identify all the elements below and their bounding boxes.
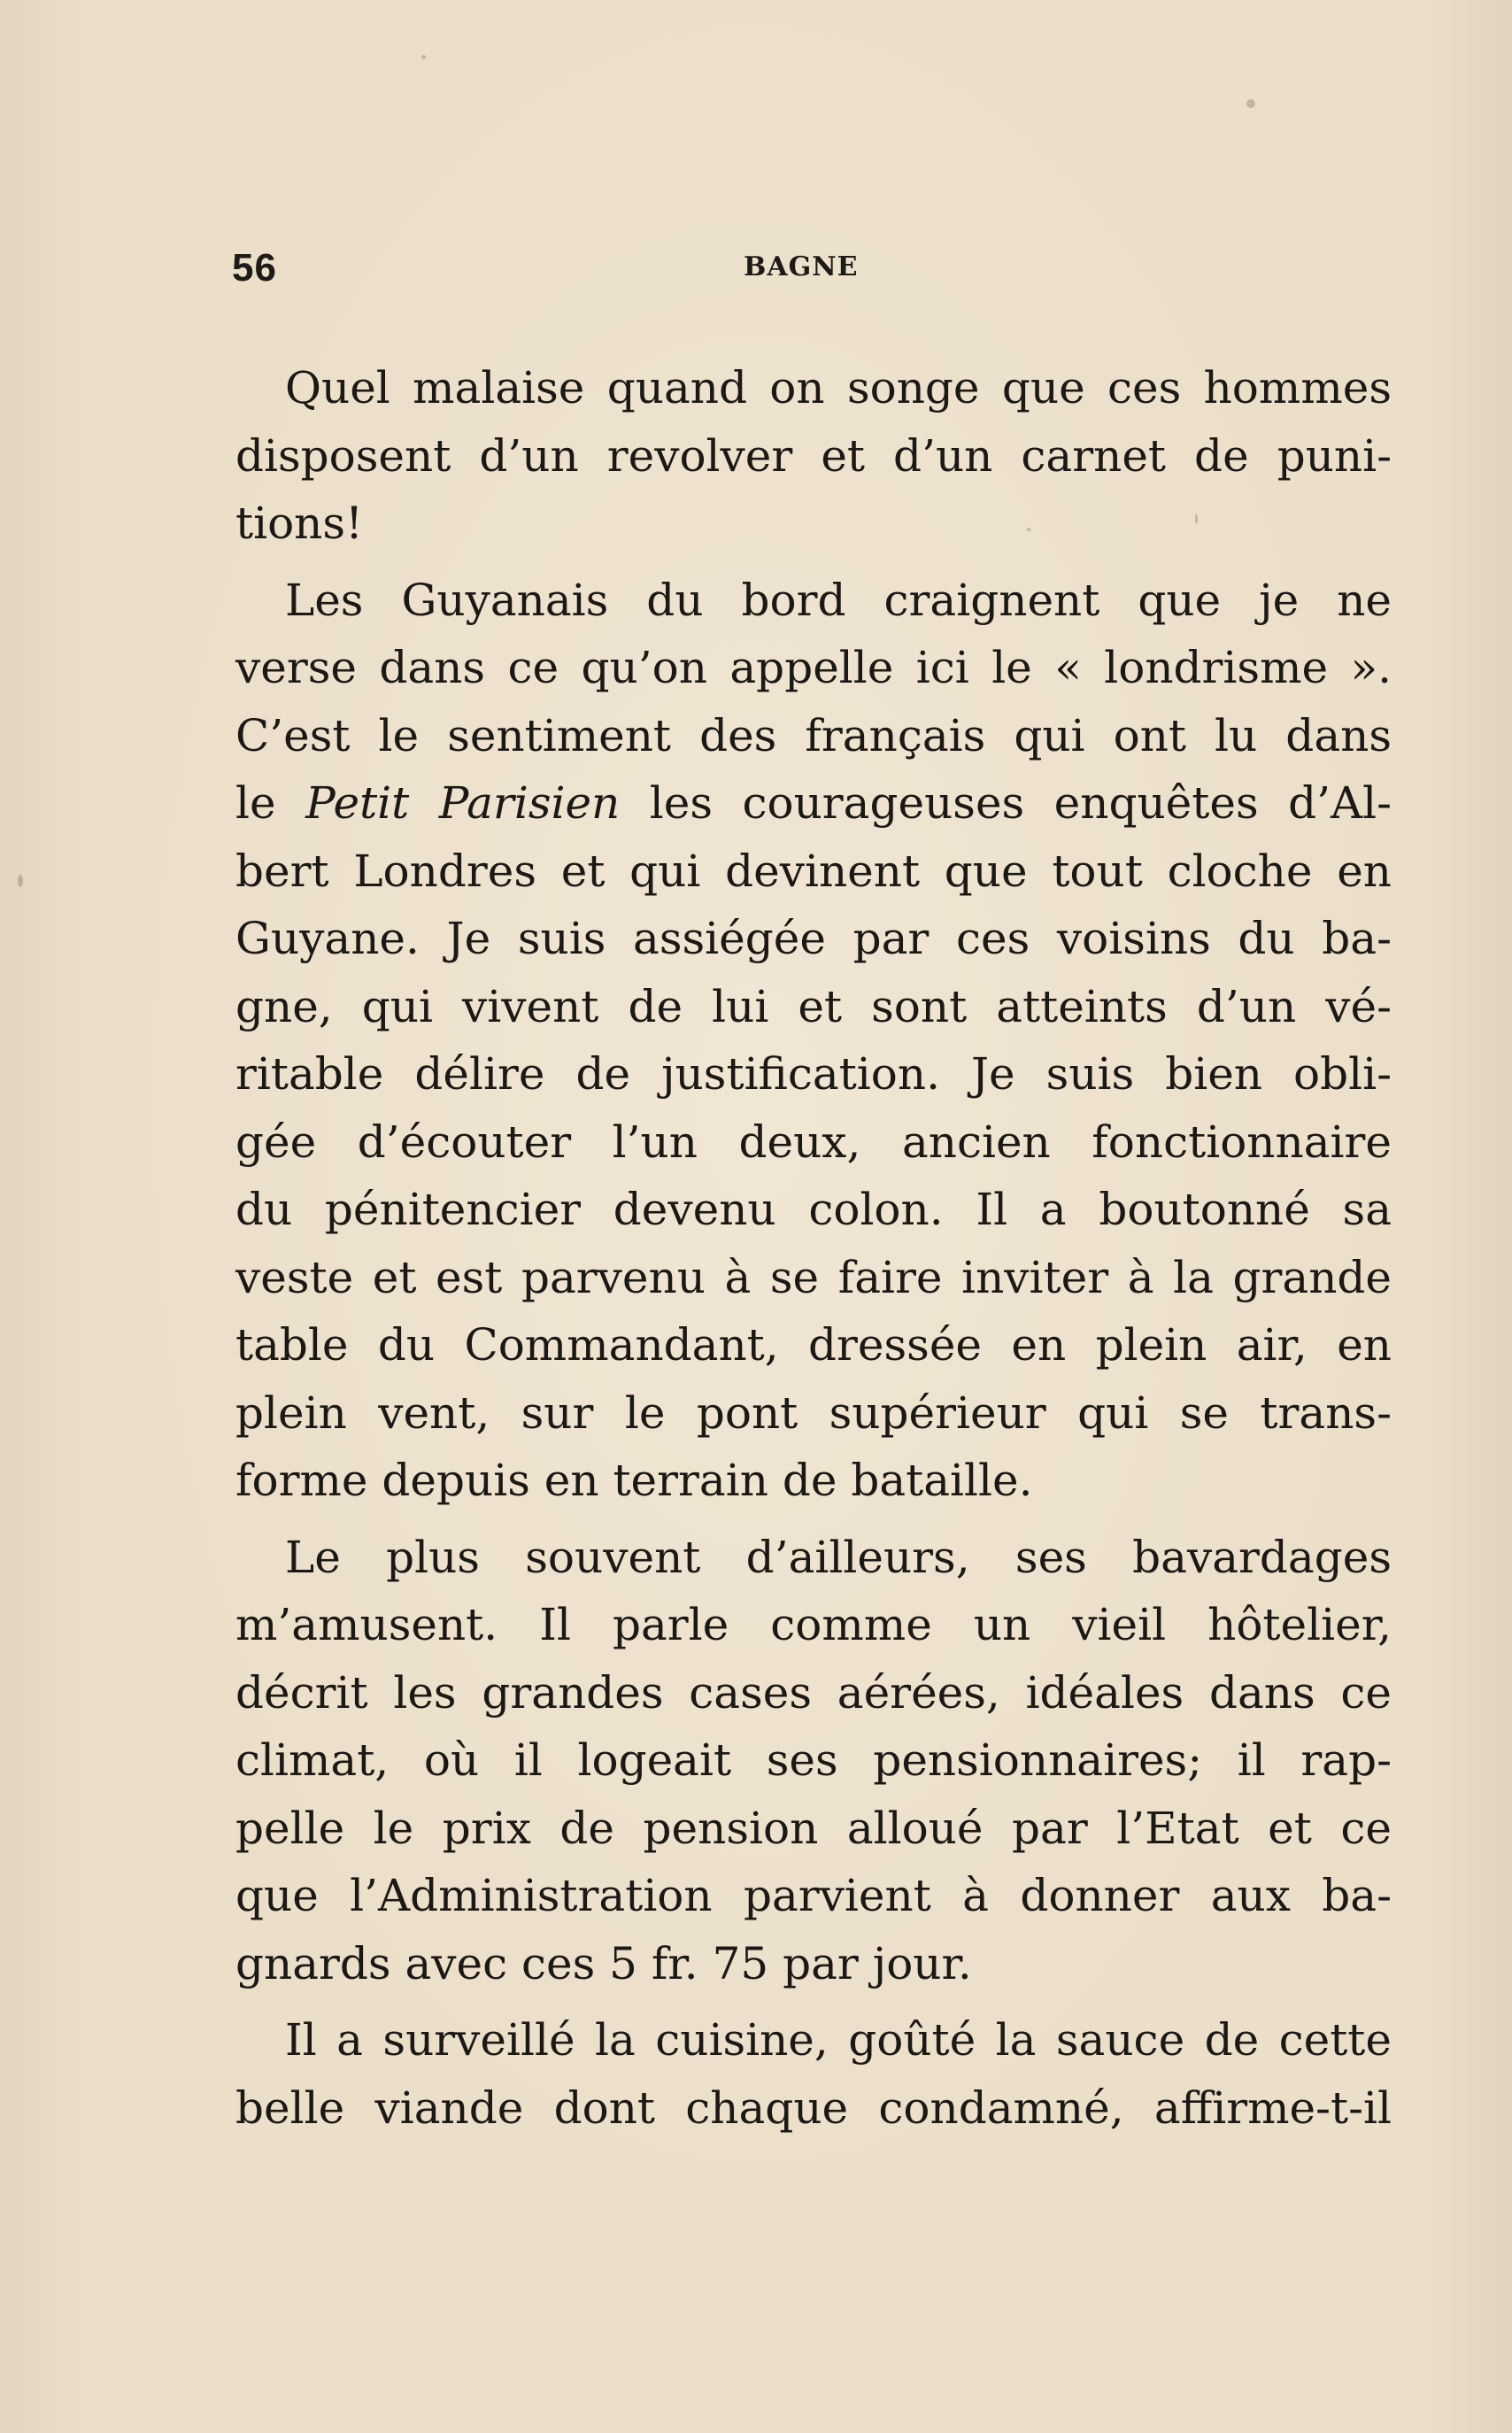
paper-speck [1195,514,1198,524]
paragraph-2 [235,567,1392,1515]
paragraph-1 [235,354,1392,558]
text-line: Quel malaise quand on songe que ces hommes [285,362,1392,413]
page-header [232,246,1392,299]
text-line: climat, où il logeait ses pensionnaires; il rap- [235,1734,1392,1786]
text-fragment: les courageuses enquêtes d’Al- [649,777,1392,829]
text-line: Il a surveillé la cuisine, goûté la sauce de cette [285,2014,1392,2066]
running-title: BAGNE [744,251,859,282]
text-line: veste et est parvenu à se faire inviter à la grande [235,1251,1392,1303]
text-line-mixed [235,769,1392,838]
text-line: C’est le sentiment des français qui ont lu dans [235,709,1392,761]
text-line: belle viande dont chaque condamné, affirme-t-il [235,2082,1392,2134]
paragraph-4 [235,2006,1392,2142]
text-line: disposent d’un revolver et d’un carnet de puni- [235,429,1392,482]
text-line: du pénitencier devenu colon. Il a boutonné sa [235,1184,1392,1235]
body-text [235,354,1392,2142]
text-line: gée d’écouter l’un deux, ancien fonctionnaire [235,1116,1392,1168]
text-line: Les Guyanais du bord craignent que je ne [285,574,1392,626]
text-line: verse dans ce qu’on appelle ici le « londrisme ». [235,642,1392,693]
text-line: ritable délire de justification. Je suis bien obli- [235,1048,1392,1100]
text-line: plein vent, sur le pont supérieur qui se trans- [235,1386,1392,1439]
text-line: tions! [235,498,364,549]
text-line: bert Londres et qui devinent que tout cloche en [235,845,1392,897]
text-line: table du Commandant, dressée en plein air, en [235,1319,1392,1371]
paper-speck [1246,99,1255,108]
text-fragment: le [235,777,276,829]
text-line: gnards avec ces 5 fr. 75 par jour. [235,1937,972,1989]
paragraph-3 [235,1524,1392,1998]
paper-speck [421,55,426,59]
text-line: gne, qui vivent de lui et sont atteints d’un vé- [235,980,1392,1032]
text-line: que l’Administration parvient à donner aux ba- [235,1870,1392,1921]
text-line: Le plus souvent d’ailleurs, ses bavardages [285,1531,1392,1583]
page-number: 56 [232,246,277,290]
text-line: décrit les grandes cases aérées, idéales dans ce [235,1666,1392,1719]
paper-speck [1027,528,1030,531]
newspaper-title: Petit Parisien [305,777,621,829]
text-line: pelle le prix de pension alloué par l’Etat et ce [235,1802,1392,1854]
paper-speck [18,875,23,887]
text-line: Guyane. Je suis assiégée par ces voisins du ba- [235,913,1392,964]
text-line: m’amusent. Il parle comme un vieil hôtelier, [235,1599,1392,1650]
text-line: forme depuis en terrain de bataille. [235,1455,1033,1506]
